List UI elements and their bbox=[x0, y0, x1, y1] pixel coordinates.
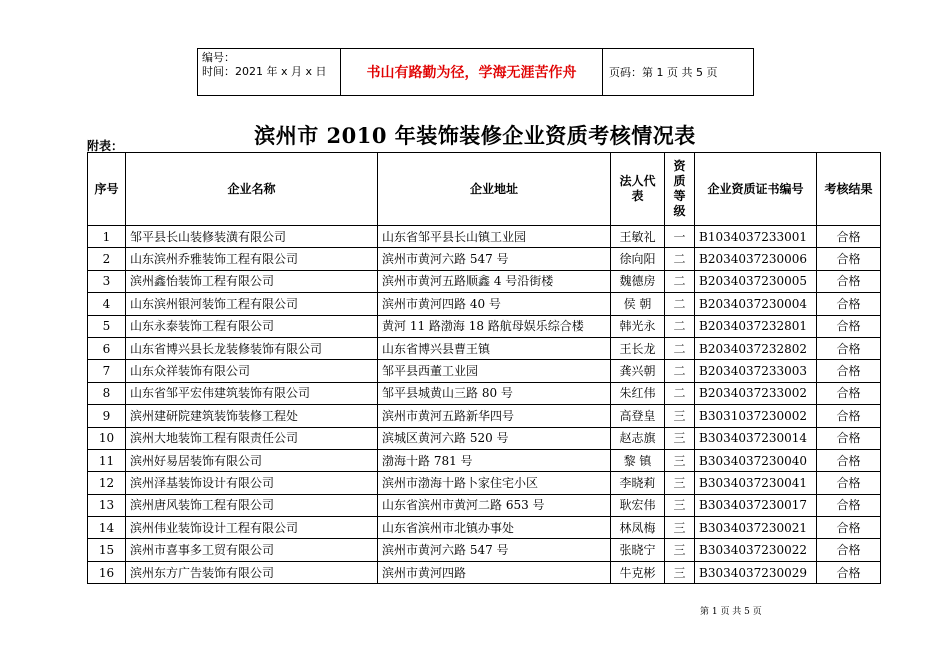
cell-address: 滨城区黄河六路 520 号 bbox=[378, 427, 611, 449]
cell-result: 合格 bbox=[817, 494, 881, 516]
cell-address: 山东省滨州市北镇办事处 bbox=[378, 517, 611, 539]
cell-result: 合格 bbox=[817, 248, 881, 270]
cell-seq: 12 bbox=[88, 472, 126, 494]
cell-name: 山东滨州银河装饰工程有限公司 bbox=[126, 293, 378, 315]
cell-result: 合格 bbox=[817, 270, 881, 292]
table-row bbox=[88, 539, 881, 561]
cell-rep: 侯 朝 bbox=[611, 293, 665, 315]
table-row bbox=[88, 337, 881, 359]
header-meta bbox=[198, 49, 341, 95]
cell-name: 邹平县长山装修装潢有限公司 bbox=[126, 226, 378, 248]
table-row bbox=[88, 517, 881, 539]
cell-result: 合格 bbox=[817, 539, 881, 561]
cell-result: 合格 bbox=[817, 472, 881, 494]
table-row bbox=[88, 561, 881, 583]
cell-seq: 6 bbox=[88, 337, 126, 359]
table-row bbox=[88, 472, 881, 494]
cell-rep: 耿宏伟 bbox=[611, 494, 665, 516]
attachment-label: 附表： bbox=[87, 139, 124, 153]
cell-cert: B3034037230022 bbox=[695, 539, 817, 561]
cell-grade: 三 bbox=[665, 472, 695, 494]
cell-address: 滨州市黄河六路 547 号 bbox=[378, 248, 611, 270]
cell-name: 山东省邹平宏伟建筑装饰有限公司 bbox=[126, 382, 378, 404]
cell-name: 滨州好易居装饰有限公司 bbox=[126, 449, 378, 471]
cell-address: 滨州市黄河六路 547 号 bbox=[378, 539, 611, 561]
cell-address: 邹平县城黄山三路 80 号 bbox=[378, 382, 611, 404]
page-footer: 第 1 页 共 5 页 bbox=[700, 607, 762, 617]
cell-rep: 朱红伟 bbox=[611, 382, 665, 404]
cell-seq: 9 bbox=[88, 405, 126, 427]
cell-result: 合格 bbox=[817, 561, 881, 583]
cell-address: 山东省邹平县长山镇工业园 bbox=[378, 226, 611, 248]
page-label: 页码：第 1 页 共 5 页 bbox=[609, 66, 718, 79]
table-row bbox=[88, 248, 881, 270]
cell-seq: 1 bbox=[88, 226, 126, 248]
cell-cert: B2034037230005 bbox=[695, 270, 817, 292]
cell-result: 合格 bbox=[817, 405, 881, 427]
header-rep: 法人代表 bbox=[611, 153, 665, 226]
cell-rep: 韩光永 bbox=[611, 315, 665, 337]
cell-rep: 魏德房 bbox=[611, 270, 665, 292]
cell-address: 山东省滨州市黄河二路 653 号 bbox=[378, 494, 611, 516]
cell-name: 滨州鑫怡装饰工程有限公司 bbox=[126, 270, 378, 292]
cell-address: 滨州市黄河四路 40 号 bbox=[378, 293, 611, 315]
motto: 书山有路勤为径，学海无涯苦作舟 bbox=[341, 49, 603, 95]
cell-cert: B2034037230006 bbox=[695, 248, 817, 270]
cell-result: 合格 bbox=[817, 337, 881, 359]
cell-address: 滨州市黄河四路 bbox=[378, 561, 611, 583]
cell-cert: B3031037230002 bbox=[695, 405, 817, 427]
cell-rep: 王敏礼 bbox=[611, 226, 665, 248]
cell-rep: 林凤梅 bbox=[611, 517, 665, 539]
document-header bbox=[197, 48, 754, 96]
cell-cert: B1034037233001 bbox=[695, 226, 817, 248]
cell-address: 滨州市黄河五路新华四号 bbox=[378, 405, 611, 427]
cell-cert: B2034037232801 bbox=[695, 315, 817, 337]
cell-seq: 13 bbox=[88, 494, 126, 516]
cell-seq: 3 bbox=[88, 270, 126, 292]
cell-address: 山东省博兴县曹王镇 bbox=[378, 337, 611, 359]
cell-rep: 牛克彬 bbox=[611, 561, 665, 583]
cell-rep: 赵志旗 bbox=[611, 427, 665, 449]
cell-address: 滨州市渤海十路卜家住宅小区 bbox=[378, 472, 611, 494]
header-result: 考核结果 bbox=[817, 153, 881, 226]
cell-result: 合格 bbox=[817, 449, 881, 471]
cell-address: 滨州市黄河五路顺鑫 4 号沿街楼 bbox=[378, 270, 611, 292]
cell-rep: 王长龙 bbox=[611, 337, 665, 359]
table-row bbox=[88, 315, 881, 337]
page-title: 滨州市 2010 年装饰装修企业资质考核情况表 bbox=[254, 123, 696, 148]
cell-seq: 5 bbox=[88, 315, 126, 337]
cell-cert: B3034037230029 bbox=[695, 561, 817, 583]
cell-address: 渤海十路 781 号 bbox=[378, 449, 611, 471]
cell-cert: B2034037232802 bbox=[695, 337, 817, 359]
cell-cert: B3034037230017 bbox=[695, 494, 817, 516]
cell-seq: 11 bbox=[88, 449, 126, 471]
cell-name: 山东永泰装饰工程有限公司 bbox=[126, 315, 378, 337]
header-grade: 资质等级 bbox=[665, 153, 695, 226]
cell-cert: B3034037230014 bbox=[695, 427, 817, 449]
cell-name: 山东滨州乔雅装饰工程有限公司 bbox=[126, 248, 378, 270]
cell-result: 合格 bbox=[817, 427, 881, 449]
cell-seq: 4 bbox=[88, 293, 126, 315]
table-row bbox=[88, 226, 881, 248]
cell-name: 滨州泽基装饰设计有限公司 bbox=[126, 472, 378, 494]
table-row bbox=[88, 427, 881, 449]
qualification-table bbox=[87, 152, 881, 584]
cell-rep: 龚兴朝 bbox=[611, 360, 665, 382]
cell-grade: 二 bbox=[665, 337, 695, 359]
cell-grade: 二 bbox=[665, 360, 695, 382]
cell-seq: 7 bbox=[88, 360, 126, 382]
cell-result: 合格 bbox=[817, 382, 881, 404]
table-header-row bbox=[88, 153, 881, 226]
cell-name: 山东众祥装饰有限公司 bbox=[126, 360, 378, 382]
cell-result: 合格 bbox=[817, 517, 881, 539]
header-seq: 序号 bbox=[88, 153, 126, 226]
cell-grade: 三 bbox=[665, 405, 695, 427]
cell-name: 山东省博兴县长龙装修装饰有限公司 bbox=[126, 337, 378, 359]
header-cert: 企业资质证书编号 bbox=[695, 153, 817, 226]
cell-grade: 三 bbox=[665, 494, 695, 516]
cell-result: 合格 bbox=[817, 360, 881, 382]
cell-grade: 三 bbox=[665, 539, 695, 561]
cell-name: 滨州伟业装饰设计工程有限公司 bbox=[126, 517, 378, 539]
header-address: 企业地址 bbox=[378, 153, 611, 226]
table-row bbox=[88, 382, 881, 404]
cell-seq: 2 bbox=[88, 248, 126, 270]
cell-rep: 高登皇 bbox=[611, 405, 665, 427]
cell-name: 滨州大地装饰工程有限责任公司 bbox=[126, 427, 378, 449]
time-label: 时间：2021 年 x 月 x 日 bbox=[202, 65, 327, 78]
cell-grade: 三 bbox=[665, 561, 695, 583]
cell-cert: B2034037233003 bbox=[695, 360, 817, 382]
cell-name: 滨州唐风装饰工程有限公司 bbox=[126, 494, 378, 516]
cell-grade: 二 bbox=[665, 270, 695, 292]
cell-grade: 三 bbox=[665, 517, 695, 539]
number-label: 编号： bbox=[202, 51, 235, 64]
table-row bbox=[88, 405, 881, 427]
cell-grade: 二 bbox=[665, 248, 695, 270]
cell-rep: 徐向阳 bbox=[611, 248, 665, 270]
cell-grade: 二 bbox=[665, 315, 695, 337]
cell-grade: 二 bbox=[665, 293, 695, 315]
cell-seq: 16 bbox=[88, 561, 126, 583]
cell-grade: 三 bbox=[665, 427, 695, 449]
cell-cert: B3034037230040 bbox=[695, 449, 817, 471]
cell-cert: B2034037233002 bbox=[695, 382, 817, 404]
table-row bbox=[88, 449, 881, 471]
cell-seq: 10 bbox=[88, 427, 126, 449]
cell-address: 邹平县西董工业园 bbox=[378, 360, 611, 382]
cell-grade: 二 bbox=[665, 382, 695, 404]
table-row bbox=[88, 494, 881, 516]
cell-name: 滨州东方广告装饰有限公司 bbox=[126, 561, 378, 583]
cell-rep: 李晓莉 bbox=[611, 472, 665, 494]
cell-cert: B3034037230041 bbox=[695, 472, 817, 494]
cell-cert: B3034037230021 bbox=[695, 517, 817, 539]
cell-grade: 三 bbox=[665, 449, 695, 471]
cell-grade: 一 bbox=[665, 226, 695, 248]
cell-result: 合格 bbox=[817, 293, 881, 315]
table-row bbox=[88, 270, 881, 292]
cell-seq: 14 bbox=[88, 517, 126, 539]
cell-seq: 8 bbox=[88, 382, 126, 404]
header-name: 企业名称 bbox=[126, 153, 378, 226]
cell-result: 合格 bbox=[817, 315, 881, 337]
cell-address: 黄河 11 路渤海 18 路航母娱乐综合楼 bbox=[378, 315, 611, 337]
cell-name: 滨州建研院建筑装饰装修工程处 bbox=[126, 405, 378, 427]
cell-cert: B2034037230004 bbox=[695, 293, 817, 315]
cell-result: 合格 bbox=[817, 226, 881, 248]
cell-rep: 黎 镇 bbox=[611, 449, 665, 471]
cell-rep: 张晓宁 bbox=[611, 539, 665, 561]
cell-name: 滨州市喜事多工贸有限公司 bbox=[126, 539, 378, 561]
table-row bbox=[88, 293, 881, 315]
table-row bbox=[88, 360, 881, 382]
cell-seq: 15 bbox=[88, 539, 126, 561]
